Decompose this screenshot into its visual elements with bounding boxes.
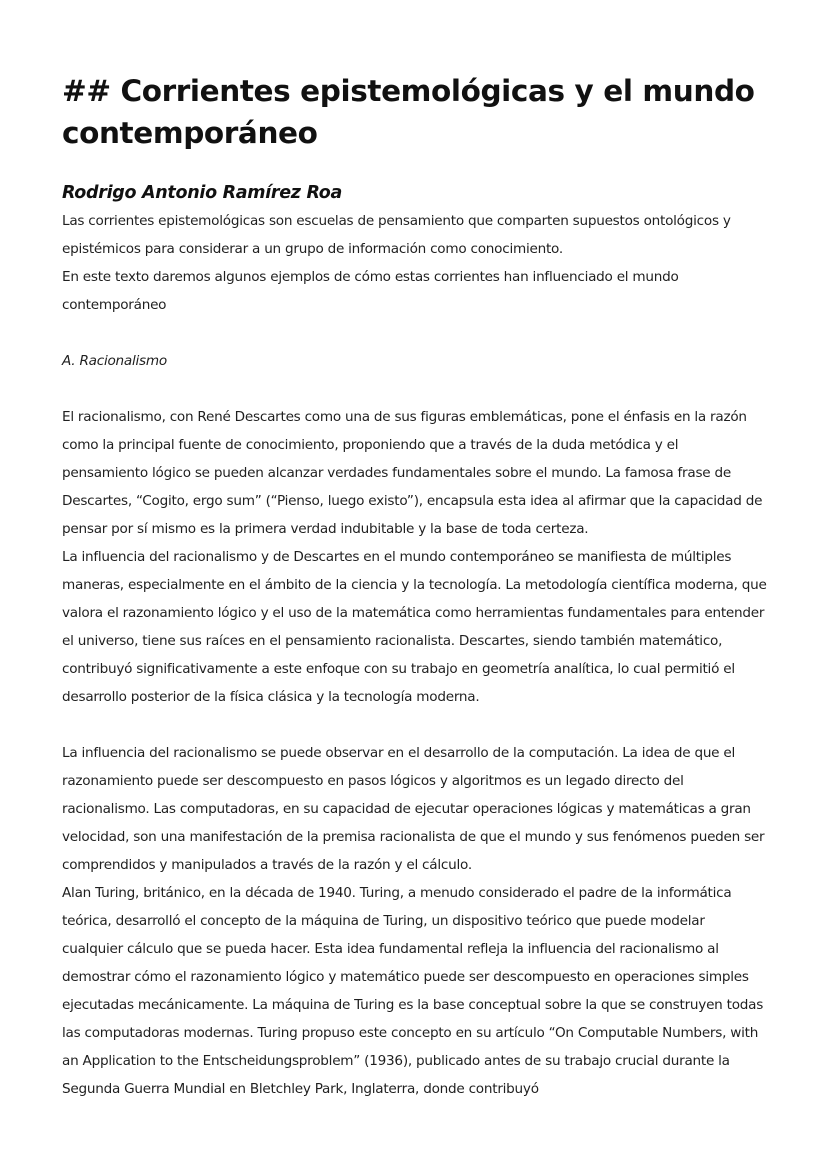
paragraph-racionalismo-3: La influencia del racionalismo se puede observar en el desarrollo de la computación. La idea de que el razonamiento puede ser descompuesto en pasos lógicos y algoritmos es un legado directo del racionalismo. Las computadoras, en su capacidad de ejecutar operaciones lógicas y matemáticas a gran velocidad, son una manifestación de la premisa racionalista de que el mundo y sus fenómenos pueden ser comprendidos y manipulados a través de la razón y el cálculo.: [62, 745, 765, 873]
spacer: [62, 375, 768, 403]
paragraph-racionalismo-2: La influencia del racionalismo y de Descartes en el mundo contemporáneo se manifiesta de múltiples maneras, especialmente en el ámbito de la ciencia y la tecnología. La metodología científica moderna, que valora el razonamiento lógico y el uso de la matemática como herramientas fundamentales para entender el universo, tiene sus raíces en el pensamiento racionalista. Descartes, siendo también matemático, contribuyó significativamente a este enfoque con su trabajo en geometría analítica, lo cual permitió el desarrollo posterior de la física clásica y la tecnología moderna.: [62, 549, 767, 705]
document-title: ## Corrientes epistemológicas y el mundo contemporáneo: [62, 74, 755, 150]
paragraph-racionalismo-4: Alan Turing, británico, en la década de 1940. Turing, a menudo considerado el padre de la informática teórica, desarrolló el concepto de la máquina de Turing, un dispositivo teórico que puede modelar cualquier cálculo que se pueda hacer. Esta idea fundamental refleja la influencia del racionalismo al demostrar cómo el razonamiento lógico y matemático puede ser descompuesto en operaciones simples ejecutadas mecánicamente. La máquina de Turing es la base conceptual sobre la que se construyen todas las computadoras modernas. Turing propuso este concepto en su artículo “On Computable Numbers, with an Application to the Entscheidungsproblem” (1936), publicado antes de su trabajo crucial durante la Segunda Guerra Mundial en Bletchley Park, Inglaterra, donde contribuyó: [62, 885, 764, 1097]
author-name: Rodrigo Antonio Ramírez Roa: [62, 183, 343, 203]
paragraph-racionalismo-1: El racionalismo, con René Descartes como una de sus figuras emblemáticas, pone el énfasis en la razón como la principal fuente de conocimiento, proponiendo que a través de la duda metódica y el pensamiento lógico se pueden alcanzar verdades fundamentales sobre el mundo. La famosa frase de Descartes, “Cogito, ergo sum” (“Pienso, luego existo”), encapsula esta idea al afirmar que la capacidad de pensar por sí mismo es la primera verdad indubitable y la base de toda certeza.: [62, 409, 763, 537]
spacer: [62, 319, 768, 347]
document-page: [62, 70, 768, 1103]
intro-paragraph-2: En este texto daremos algunos ejemplos de cómo estas corrientes han influenciado el mundo contemporáneo: [62, 269, 679, 313]
intro-paragraph-1: Las corrientes epistemológicas son escuelas de pensamiento que comparten supuestos ontológicos y epistémicos para considerar a un grupo de información como conocimiento.: [62, 213, 731, 257]
section-racionalismo: [62, 347, 768, 1103]
spacer: [62, 711, 768, 739]
section-heading: A. Racionalismo: [62, 353, 167, 369]
intro-block: [62, 207, 768, 319]
